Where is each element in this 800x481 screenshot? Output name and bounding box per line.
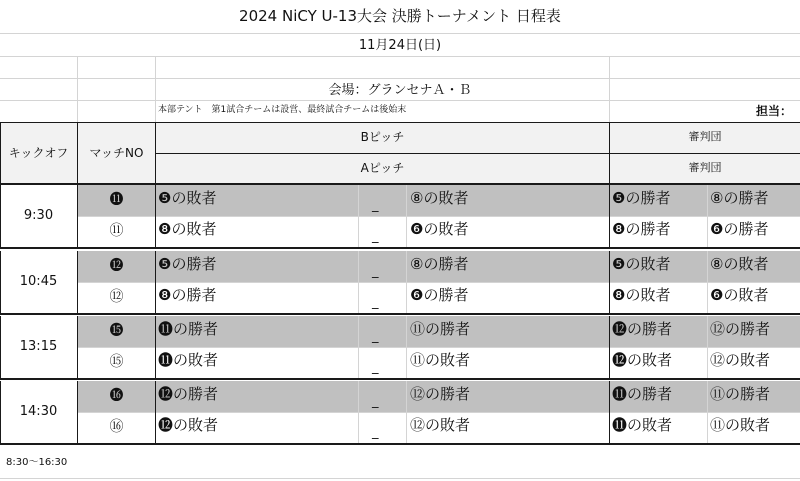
referee-team-1: ❽の敗者 <box>612 286 671 304</box>
vs-separator: _ <box>372 229 379 244</box>
row-divider <box>78 347 800 348</box>
header-referee-a: 審判団 <box>688 161 722 174</box>
referee-team-1: ❺の勝者 <box>612 189 671 207</box>
referee-team-2: ⑧の敗者 <box>710 255 769 273</box>
column-divider <box>406 381 407 443</box>
referee-team-2: ⑪の勝者 <box>710 385 771 403</box>
vs-separator: _ <box>372 264 379 279</box>
row-divider <box>78 282 800 283</box>
match-number: ⓫ <box>109 192 124 208</box>
schedule-title: 2024 NiCY U-13大会 決勝トーナメント 日程表 <box>239 7 561 25</box>
column-divider <box>0 122 1 184</box>
vs-separator: _ <box>372 329 379 344</box>
header-pitch-a: Aピッチ <box>360 161 405 175</box>
referee-team-2: ⑫の勝者 <box>710 320 771 338</box>
away-team: ⑫の敗者 <box>410 416 471 434</box>
column-divider <box>0 185 1 247</box>
block-border <box>0 443 800 445</box>
column-divider <box>77 251 78 313</box>
home-team: ⓫の勝者 <box>158 320 219 338</box>
column-divider <box>406 185 407 247</box>
column-divider <box>358 251 359 313</box>
referee-team-1: ❽の勝者 <box>612 220 671 238</box>
away-team: ⑫の勝者 <box>410 385 471 403</box>
note-text: 本部テント 第1試合チームは設営、最終試合チームは後始末 <box>158 105 407 115</box>
match-number: ⑫ <box>109 289 124 305</box>
home-team: ❽の勝者 <box>158 286 217 304</box>
column-divider <box>609 251 610 313</box>
kickoff-time: 14:30 <box>19 404 58 419</box>
referee-team-2: ❻の勝者 <box>710 220 769 238</box>
column-divider <box>77 316 78 378</box>
referee-team-2: ⑧の勝者 <box>710 189 769 207</box>
column-divider <box>155 316 156 378</box>
home-team: ❽の敗者 <box>158 220 217 238</box>
vs-separator: _ <box>372 295 379 310</box>
schedule-date: 11月24日(日) <box>358 38 442 53</box>
referee-team-1: ⓬の勝者 <box>612 320 673 338</box>
vs-separator: _ <box>372 198 379 213</box>
referee-team-1: ⓬の敗者 <box>612 351 673 369</box>
column-divider <box>0 381 1 443</box>
column-divider <box>406 251 407 313</box>
column-divider <box>707 316 708 378</box>
column-divider <box>0 251 1 313</box>
venue-label: 会場：グランセナＡ・Ｂ <box>328 83 472 98</box>
column-divider <box>609 185 610 247</box>
header-referee-b: 審判団 <box>688 130 722 143</box>
footer-time: 8:30〜16:30 <box>6 457 68 468</box>
column-divider <box>155 251 156 313</box>
kickoff-time: 13:15 <box>19 339 58 354</box>
referee-team-1: ❺の敗者 <box>612 255 671 273</box>
referee-team-1: ⓫の勝者 <box>612 385 673 403</box>
away-team: ⑧の勝者 <box>410 255 469 273</box>
vs-separator: _ <box>372 360 379 375</box>
referee-team-1: ⓫の敗者 <box>612 416 673 434</box>
kickoff-time: 10:45 <box>19 274 58 289</box>
referee-team-2: ⑫の敗者 <box>710 351 771 369</box>
column-divider <box>358 381 359 443</box>
home-team: ⓬の敗者 <box>158 416 219 434</box>
column-divider <box>358 185 359 247</box>
row-divider <box>78 412 800 413</box>
header-pitch-b: Bピッチ <box>360 130 405 144</box>
column-divider <box>358 316 359 378</box>
match-number: ⑮ <box>109 354 124 370</box>
referee-team-2: ❻の敗者 <box>710 286 769 304</box>
away-team: ⑧の敗者 <box>410 189 469 207</box>
vs-separator: _ <box>372 425 379 440</box>
away-team: ❻の敗者 <box>410 220 469 238</box>
header-kickoff: キックオフ <box>8 146 69 160</box>
match-number: ⑪ <box>109 223 124 239</box>
match-number: ⓬ <box>109 258 124 274</box>
home-team: ❺の敗者 <box>158 189 217 207</box>
match-number: ⑯ <box>109 419 124 435</box>
header-match-no: マッチNO <box>89 146 144 160</box>
block-border <box>0 247 800 249</box>
match-number: ⓰ <box>109 388 124 404</box>
kickoff-time: 9:30 <box>23 208 54 223</box>
column-divider <box>155 185 156 247</box>
column-divider <box>77 185 78 247</box>
away-team: ⑪の勝者 <box>410 320 471 338</box>
home-team: ⓫の敗者 <box>158 351 219 369</box>
away-team: ❻の勝者 <box>410 286 469 304</box>
block-border <box>0 313 800 315</box>
column-divider <box>707 185 708 247</box>
column-divider <box>609 316 610 378</box>
person-in-charge-label: 担当： <box>756 104 793 118</box>
match-number: ⓯ <box>109 323 124 339</box>
column-divider <box>406 316 407 378</box>
column-divider <box>707 251 708 313</box>
row-divider <box>78 216 800 217</box>
away-team: ⑪の敗者 <box>410 351 471 369</box>
referee-team-2: ⑪の敗者 <box>710 416 771 434</box>
vs-separator: _ <box>372 394 379 409</box>
home-team: ⓬の勝者 <box>158 385 219 403</box>
column-divider <box>0 316 1 378</box>
column-divider <box>77 381 78 443</box>
column-divider <box>155 381 156 443</box>
column-divider <box>707 381 708 443</box>
column-divider <box>609 381 610 443</box>
block-border <box>0 378 800 380</box>
home-team: ❺の勝者 <box>158 255 217 273</box>
